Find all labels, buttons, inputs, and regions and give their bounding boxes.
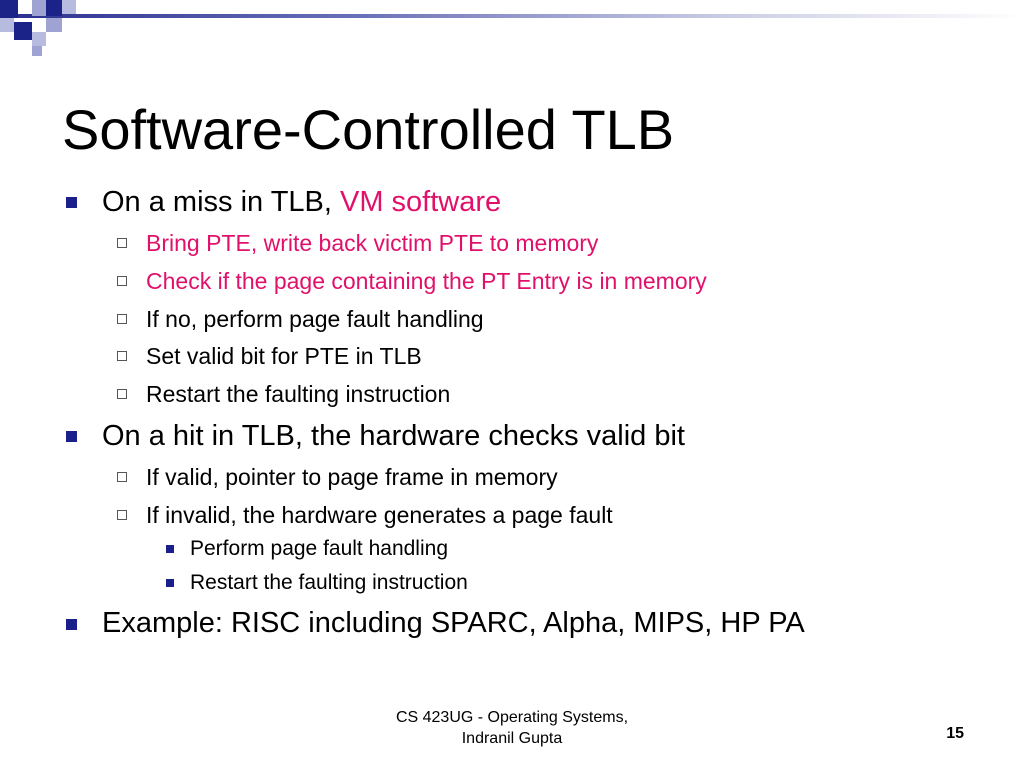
bullet-marker-hollow-square-icon	[117, 276, 127, 286]
bullet-marker-hollow-square-icon	[117, 472, 127, 482]
bullet-item: Check if the page containing the PT Entry is in memory	[146, 268, 707, 294]
bullet-item: If no, perform page fault handling	[146, 306, 484, 332]
bullet-highlight-text: VM software	[340, 186, 502, 218]
footer-course: CS 423UG - Operating Systems,	[395, 709, 629, 726]
bullet-item: On a hit in TLB, the hardware checks valid bit	[102, 420, 685, 452]
bullet-marker-square-icon	[66, 197, 77, 208]
bullet-marker-square-icon	[66, 431, 77, 442]
bullet-item: Set valid bit for PTE in TLB	[146, 343, 422, 369]
bullet-marker-hollow-square-icon	[117, 351, 127, 361]
bullet-item: If invalid, the hardware generates a page fault	[146, 502, 613, 528]
bullet-item: Bring PTE, write back victim PTE to memory	[146, 230, 599, 256]
bullet-marker-small-square-icon	[166, 545, 174, 553]
slide-title: Software-Controlled TLB	[62, 98, 675, 161]
bullet-marker-hollow-square-icon	[117, 389, 127, 399]
bullet-item: If valid, pointer to page frame in memory	[146, 464, 558, 490]
slide-footer	[372, 707, 652, 749]
bullet-item	[102, 184, 501, 220]
bullet-marker-hollow-square-icon	[117, 314, 127, 324]
bullet-marker-hollow-square-icon	[117, 238, 127, 248]
bullet-marker-small-square-icon	[166, 579, 174, 587]
bullet-marker-hollow-square-icon	[117, 510, 127, 520]
bullet-marker-square-icon	[66, 619, 77, 630]
bullet-item: Example: RISC including SPARC, Alpha, MIPS, HP PA	[102, 607, 805, 639]
bullet-item: Perform page fault handling	[190, 537, 448, 560]
bullet-item: Restart the faulting instruction	[146, 381, 451, 407]
bullet-item: Restart the faulting instruction	[190, 571, 468, 594]
page-number: 15	[946, 725, 964, 742]
bullet-text: On a miss in TLB,	[102, 186, 340, 218]
footer-author: Indranil Gupta	[461, 730, 563, 747]
